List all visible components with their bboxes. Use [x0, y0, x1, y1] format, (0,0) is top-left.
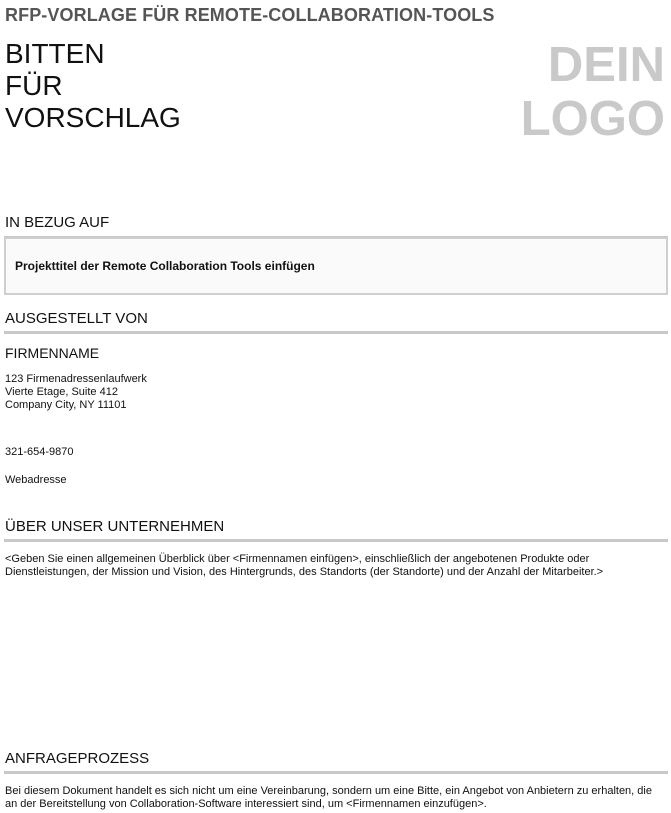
company-web: Webadresse: [5, 474, 67, 486]
anfrageprozess-heading: ANFRAGEPROZESS: [5, 750, 150, 767]
template-title: RFP-VORLAGE FÜR REMOTE-COLLABORATION-TOOLS: [5, 5, 495, 25]
project-title-field[interactable]: [4, 237, 668, 295]
ausgestellt-von-heading: AUSGESTELLT VON: [5, 310, 148, 327]
address-line-2: Vierte Etage, Suite 412: [5, 386, 118, 398]
title-line-3: VORSCHLAG: [5, 102, 181, 133]
company-name: FIRMENNAME: [5, 345, 100, 361]
title-line-2: FÜR: [5, 70, 63, 101]
address-line-1: 123 Firmenadressenlaufwerk: [5, 373, 147, 385]
ausgestellt-von-rule: [4, 331, 668, 334]
company-phone: 321-654-9870: [5, 446, 74, 458]
logo-line-1: DEIN: [547, 38, 665, 92]
logo-line-2: LOGO: [520, 92, 665, 146]
address-line-3: Company City, NY 11101: [5, 399, 127, 411]
company-address: [5, 373, 147, 412]
ueber-uns-heading: ÜBER UNSER UNTERNEHMEN: [5, 518, 225, 535]
anfrageprozess-rule: [4, 771, 668, 774]
ueber-uns-text: <Geben Sie einen allgemeinen Überblick über <Firmennamen einfügen>, einschließlich der angebotenen Produkte oder Dienstleistungen, der Mission und Vision, des Hintergrunds, des Standorts (der Standorte) und der Anzahl der Mitarbeiter.>: [5, 553, 604, 578]
anfrageprozess-text: Bei diesem Dokument handelt es sich nicht um eine Vereinbarung, sondern um eine Bitte, ein Angebot von Anbietern zu erhalten, die an der Bereitstellung von Collaboration-Software interessiert sind, um <Firmennamen einzufügen>.: [5, 785, 652, 810]
project-title-placeholder: Projekttitel der Remote Collaboration Tools einfügen: [15, 259, 315, 273]
ueber-uns-rule: [4, 539, 668, 542]
logo-placeholder: [521, 38, 665, 146]
in-bezug-auf-heading: IN BEZUG AUF: [5, 214, 110, 231]
title-line-1: BITTEN: [5, 38, 105, 69]
document-title: [5, 38, 181, 134]
